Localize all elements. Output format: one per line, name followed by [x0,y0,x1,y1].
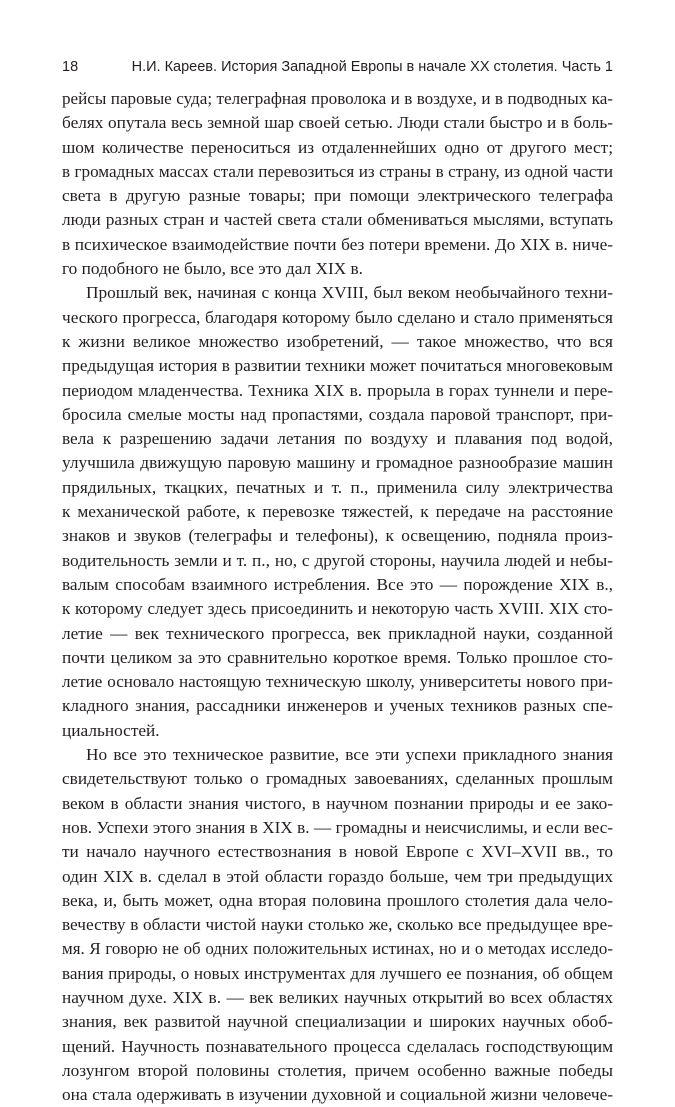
text-line: в громадных массах стали перевозиться из страны в страну, из одной части [62,161,613,181]
text-line: периодом младенчества. Техника XIX в. прорыла в горах туннели и пере- [62,380,613,400]
page-number: 18 [62,59,79,75]
running-header [62,57,613,81]
text-line: к механической работе, к перевозке тяжестей, к передаче на расстояние [62,502,613,522]
text-line: бросила смелые мосты над пропастями, создала паровой транспорт, при- [62,404,613,424]
text-line: научном духе. XIX в. — век великих научных открытий во всех областях [62,987,613,1007]
text-line: мя. Я говорю не об одних положительных истинах, но и о методах исследо- [62,939,613,959]
text-line: она стала одерживать в изучении духовной и социальной жизни человече- [62,1085,613,1105]
text-line: лозунгом второй половины столетия, причем особенно важные победы [62,1060,613,1080]
text-line: Но все это техническое развитие, все эти успехи прикладного знания [86,745,613,765]
text-line: к жизни великое множество изобретений, — такое множество, что вся [62,331,613,351]
text-line: знания, век развитой научной специализации и широких научных обоб- [62,1012,613,1032]
text-line: рейсы паровые суда; телеграфная проволока и в воздухе, и в подводных ка- [62,89,613,108]
text-line: почти целиком за это сравнительно короткое время. Только прошлое сто- [62,647,613,667]
text-line: один XIX в. сделал в этой области гораздо больше, чем три предыдущих [62,866,613,886]
running-title: Н.И. Кареев. История Западной Европы в начале XX столетия. Часть 1 [131,59,613,75]
text-line: знаков и звуков (телеграфы и телефоны), к освещению, подняла произ- [62,526,613,546]
text-line: нов. Успехи этого знания в XIX в. — громадны и неисчислимы, и если вес- [62,817,613,837]
text-line: валым способам взаимного истребления. Все это — порождение XIX в., [62,574,613,594]
text-line: свидетельствуют только о громадных завоеваниях, сделанных прошлым [62,769,613,789]
text-line: циальностей. [62,720,160,740]
text-line: улучшила движущую паровую машину и громадное разнообразие машин [62,453,613,473]
text-line: веком в области знания чистого, в научном познании природы и ее зако- [62,793,613,813]
text-line: ти начало научного естествознания в новой Европе с XVI–XVII вв., то [62,842,613,862]
text-line: в психическое взаимодействие почти без потери времени. До XIX в. ниче- [62,234,613,254]
text-line: шом количестве переноситься из отдаленнейших одно от другого мест; [62,137,613,157]
text-line: го подобного не было, все это дал XIX в. [62,259,363,279]
text-line: вечеству в области чистой науки столько же, сколько все предыдущее вре- [62,915,613,935]
text-line: века, и, быть может, одна вторая половина прошлого столетия дала чело- [62,890,613,910]
text-line: кладного знания, рассадники инженеров и ученых техников разных спе- [62,696,613,716]
text-line: белях опутала весь земной шар своей сетью. Люди стали быстро и в боль- [62,113,613,133]
text-line: вела к разрешению задачи летания по воздуху и плавания под водой, [62,429,613,449]
text-line: летие — век технического прогресса, век прикладной науки, созданной [62,623,613,643]
text-line: вания природы, о новых инструментах для лучшего ее познания, об общем [62,963,613,983]
text-line: летие основало настоящую техническую школу, университеты нового при- [62,672,613,692]
text-line: щений. Научность познавательного процесса сделалась господствующим [62,1036,613,1056]
text-line: водительность земли и т. п., но, с другой стороны, научила людей и небы- [62,550,613,570]
text-line: ческого прогресса, благодаря которому было сделано и стало применяться [62,307,613,327]
text-line: предыдущая история в развитии техники может почитаться многовековым [62,356,613,376]
text-line: света в другую разные товары; при помощи электрического телеграфа [62,186,613,206]
text-line: прядильных, ткацких, печатных и т. п., применила силу электричества [62,477,613,497]
body-text [62,87,613,1107]
text-line: Прошлый век, начиная с конца XVIII, был веком необычайного техни- [86,283,613,303]
text-line: к которому следует здесь присоединить и некоторую часть XVIII. XIX сто- [62,599,613,619]
text-line: люди разных стран и частей света стали обмениваться мыслями, вступать [62,210,613,230]
